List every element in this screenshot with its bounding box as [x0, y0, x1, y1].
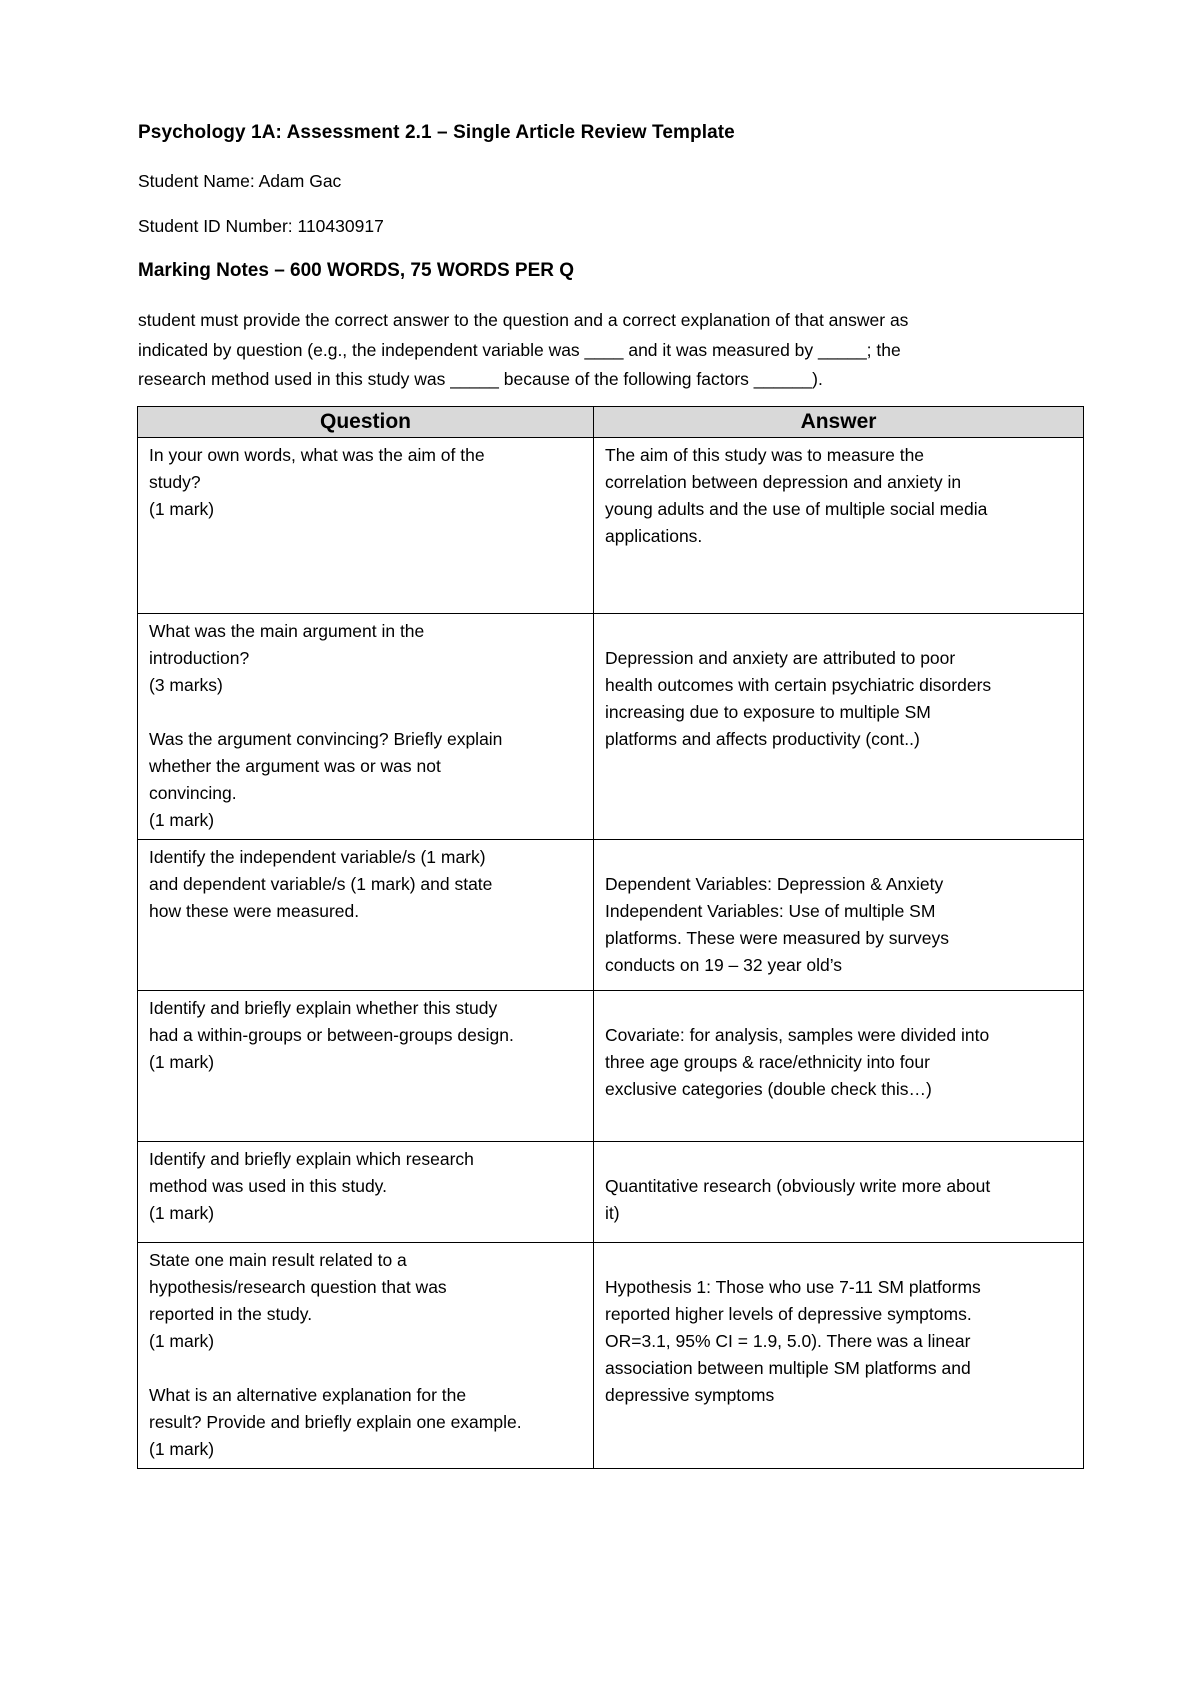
table-header-row	[138, 407, 1084, 438]
answer-text: it)	[605, 1203, 620, 1223]
answer-text: Quantitative research (obviously write more about	[605, 1176, 991, 1196]
answer-text: Depression and anxiety are attributed to poor	[605, 648, 956, 668]
question-text: (1 mark)	[149, 1052, 215, 1072]
blank-line	[605, 995, 1073, 1022]
answer-text: depressive symptoms	[605, 1385, 775, 1405]
question-text: reported in the study.	[149, 1304, 313, 1324]
question-text: Identify and briefly explain which research	[149, 1149, 474, 1169]
answer-cell	[594, 991, 1084, 1142]
table-row	[138, 614, 1084, 840]
blank-line	[605, 844, 1073, 871]
question-column-header: Question	[138, 407, 594, 438]
document-title: Psychology 1A: Assessment 2.1 – Single Article Review Template	[138, 122, 735, 143]
instruction-line: indicated by question (e.g., the independent variable was ____ and it was measured by _____; the	[138, 339, 901, 360]
answer-text: reported higher levels of depressive symptoms.	[605, 1304, 972, 1324]
answer-text: conducts on 19 – 32 year old’s	[605, 955, 843, 975]
question-text: (1 mark)	[149, 1203, 215, 1223]
table-row	[138, 1142, 1084, 1243]
question-cell	[138, 991, 594, 1142]
answer-cell	[594, 840, 1084, 991]
question-text: What was the main argument in the	[149, 621, 425, 641]
answer-cell	[594, 614, 1084, 840]
question-text: What is an alternative explanation for the	[149, 1385, 467, 1405]
question-text: method was used in this study.	[149, 1176, 387, 1196]
question-text: In your own words, what was the aim of the	[149, 445, 485, 465]
question-text: (1 mark)	[149, 1439, 215, 1459]
answer-text: Independent Variables: Use of multiple SM	[605, 901, 936, 921]
question-text: (1 mark)	[149, 810, 215, 830]
answer-cell	[594, 438, 1084, 614]
question-text: (1 mark)	[149, 1331, 215, 1351]
question-cell	[138, 1243, 594, 1469]
student-id: Student ID Number: 110430917	[138, 216, 384, 236]
question-text: (1 mark)	[149, 499, 215, 519]
table-row	[138, 438, 1084, 614]
question-text: (3 marks)	[149, 675, 223, 695]
blank-line	[605, 1146, 1073, 1173]
answer-column-header: Answer	[594, 407, 1084, 438]
answer-text: exclusive categories (double check this…)	[605, 1079, 932, 1099]
question-text: hypothesis/research question that was	[149, 1277, 447, 1297]
answer-cell	[594, 1142, 1084, 1243]
question-cell	[138, 1142, 594, 1243]
marking-instructions	[138, 306, 1068, 395]
answer-text: Covariate: for analysis, samples were divided into	[605, 1025, 990, 1045]
blank-line	[605, 618, 1073, 645]
instruction-line: student must provide the correct answer to the question and a correct explanation of that answer as	[138, 310, 909, 330]
answer-text: OR=3.1, 95% CI = 1.9, 5.0). There was a linear	[605, 1331, 971, 1351]
answer-text: Hypothesis 1: Those who use 7-11 SM platforms	[605, 1277, 981, 1297]
question-text: whether the argument was or was not	[149, 756, 441, 776]
answer-text: platforms and affects productivity (cont..)	[605, 729, 920, 749]
answer-text: three age groups & race/ethnicity into four	[605, 1052, 930, 1072]
table-row	[138, 840, 1084, 991]
answer-text: correlation between depression and anxiety in	[605, 472, 962, 492]
question-text: result? Provide and briefly explain one example.	[149, 1412, 522, 1432]
question-text: study?	[149, 472, 201, 492]
answer-text: increasing due to exposure to multiple SM	[605, 702, 931, 722]
instruction-line: research method used in this study was _____ because of the following factors ______).	[138, 369, 823, 389]
answer-text: young adults and the use of multiple social media	[605, 499, 988, 519]
paragraph-gap	[149, 1355, 583, 1382]
question-text: State one main result related to a	[149, 1250, 407, 1270]
paragraph-gap	[149, 699, 583, 726]
answer-text: platforms. These were measured by surveys	[605, 928, 949, 948]
question-cell	[138, 438, 594, 614]
question-text: how these were measured.	[149, 901, 360, 921]
answer-text: Dependent Variables: Depression & Anxiety	[605, 874, 944, 894]
question-text: and dependent variable/s (1 mark) and state	[149, 874, 493, 894]
answer-text: applications.	[605, 526, 703, 546]
question-text: had a within-groups or between-groups design.	[149, 1025, 514, 1045]
answer-cell	[594, 1243, 1084, 1469]
marking-notes-heading: Marking Notes – 600 WORDS, 75 WORDS PER Q	[138, 260, 575, 281]
table-row	[138, 991, 1084, 1142]
table-row	[138, 1243, 1084, 1469]
student-name: Student Name: Adam Gac	[138, 171, 342, 191]
table-body	[138, 438, 1084, 1469]
answer-text: health outcomes with certain psychiatric disorders	[605, 675, 992, 695]
question-text: convincing.	[149, 783, 237, 803]
review-table	[137, 406, 1084, 1469]
question-cell	[138, 614, 594, 840]
blank-line	[605, 1247, 1073, 1274]
question-cell	[138, 840, 594, 991]
answer-text: association between multiple SM platforms and	[605, 1358, 971, 1378]
question-text: Identify and briefly explain whether this study	[149, 998, 498, 1018]
question-text: Identify the independent variable/s (1 mark)	[149, 847, 486, 867]
question-text: introduction?	[149, 648, 250, 668]
answer-text: The aim of this study was to measure the	[605, 445, 925, 465]
question-text: Was the argument convincing? Briefly explain	[149, 729, 503, 749]
